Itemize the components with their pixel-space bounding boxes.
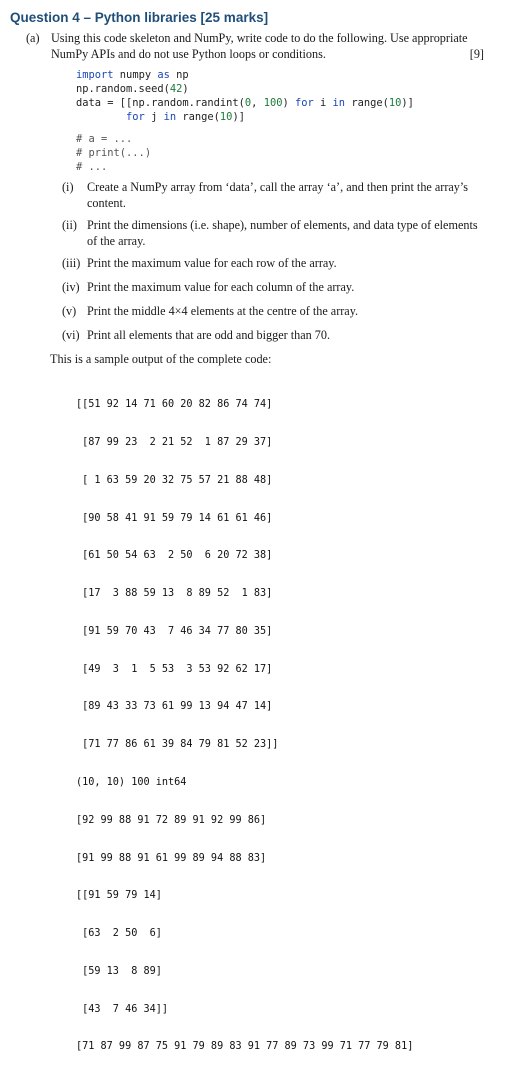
output-line: [90 58 41 91 59 79 14 61 61 46] [76,512,273,524]
output-line: [91 99 88 91 61 99 89 94 88 83] [76,852,267,864]
output-line: [17 3 88 59 13 8 89 52 1 83] [76,588,273,600]
subpart-number: (iii) [62,256,81,270]
output-line: [92 99 88 91 72 89 91 92 99 86] [76,814,267,826]
subpart-number: (v) [62,304,77,318]
subpart-text: Create a NumPy array from ‘data’, call the array ‘a’, and then print the array’s content. [87,180,469,210]
output-line: [89 43 33 73 61 99 13 94 47 14] [76,701,273,713]
output-line: [71 87 99 87 75 91 79 89 83 91 77 89 73 99 71 77 79 81] [76,1041,414,1053]
subpart-text: Print the maximum value for each row of the array. [87,256,337,270]
output-line: [ 1 63 59 20 32 75 57 21 88 48] [76,474,273,486]
code-line-3: data = [[np.random.randint(0, 100) for i in range(10)] [76,97,414,109]
output-line: [[91 59 79 14] [76,890,162,902]
code-line-4: for j in range(10)] [126,111,245,123]
code-line-6: # a = ... [76,133,133,145]
output-line: (10, 10) 100 int64 [76,777,187,788]
subpart-number: (vi) [62,328,80,342]
sample-output-block [76,374,413,1079]
output-line: [87 99 23 2 21 52 1 87 29 37] [76,436,273,448]
subpart-number: (i) [62,180,74,194]
subpart-text: Print the maximum value for each column of the array. [87,280,355,294]
subpart-text: Print all elements that are odd and bigger than 70. [87,328,331,342]
subpart-number: (ii) [62,218,77,232]
sample-output-label: This is a sample output of the complete code: [50,352,272,366]
part-a-instructions: Using this code skeleton and NumPy, write code to do the following. Use appropriate NumPy APIs and do not use Python loops or conditions. [51,31,468,61]
output-line: [71 77 86 61 39 84 79 81 52 23]] [76,739,279,751]
code-line-1: import numpy as np [76,69,189,81]
code-line-8: # ... [76,161,108,173]
output-line: [63 2 50 6] [76,928,162,940]
part-a-letter: (a) [26,31,40,45]
output-line: [61 50 54 63 2 50 6 20 72 38] [76,550,273,562]
part-a-marks: [9] [469,47,484,61]
output-line: [59 13 8 89] [76,965,162,977]
output-line: [49 3 1 5 53 3 53 92 62 17] [76,663,273,675]
subpart-number: (iv) [62,280,80,294]
output-line: [91 59 70 43 7 46 34 77 80 35] [76,625,273,637]
output-line: [43 7 46 34]] [76,1003,169,1015]
question-title: Question 4 – Python libraries [25 marks] [10,10,269,25]
code-line-2: np.random.seed(42) [76,83,189,95]
subpart-text: Print the dimensions (i.e. shape), number of elements, and data type of elements of the array. [87,218,478,248]
code-line-7: # print(...) [76,147,152,159]
output-line: [[51 92 14 71 60 20 82 86 74 74] [76,399,273,411]
subpart-text: Print the middle 4×4 elements at the centre of the array. [87,304,359,318]
